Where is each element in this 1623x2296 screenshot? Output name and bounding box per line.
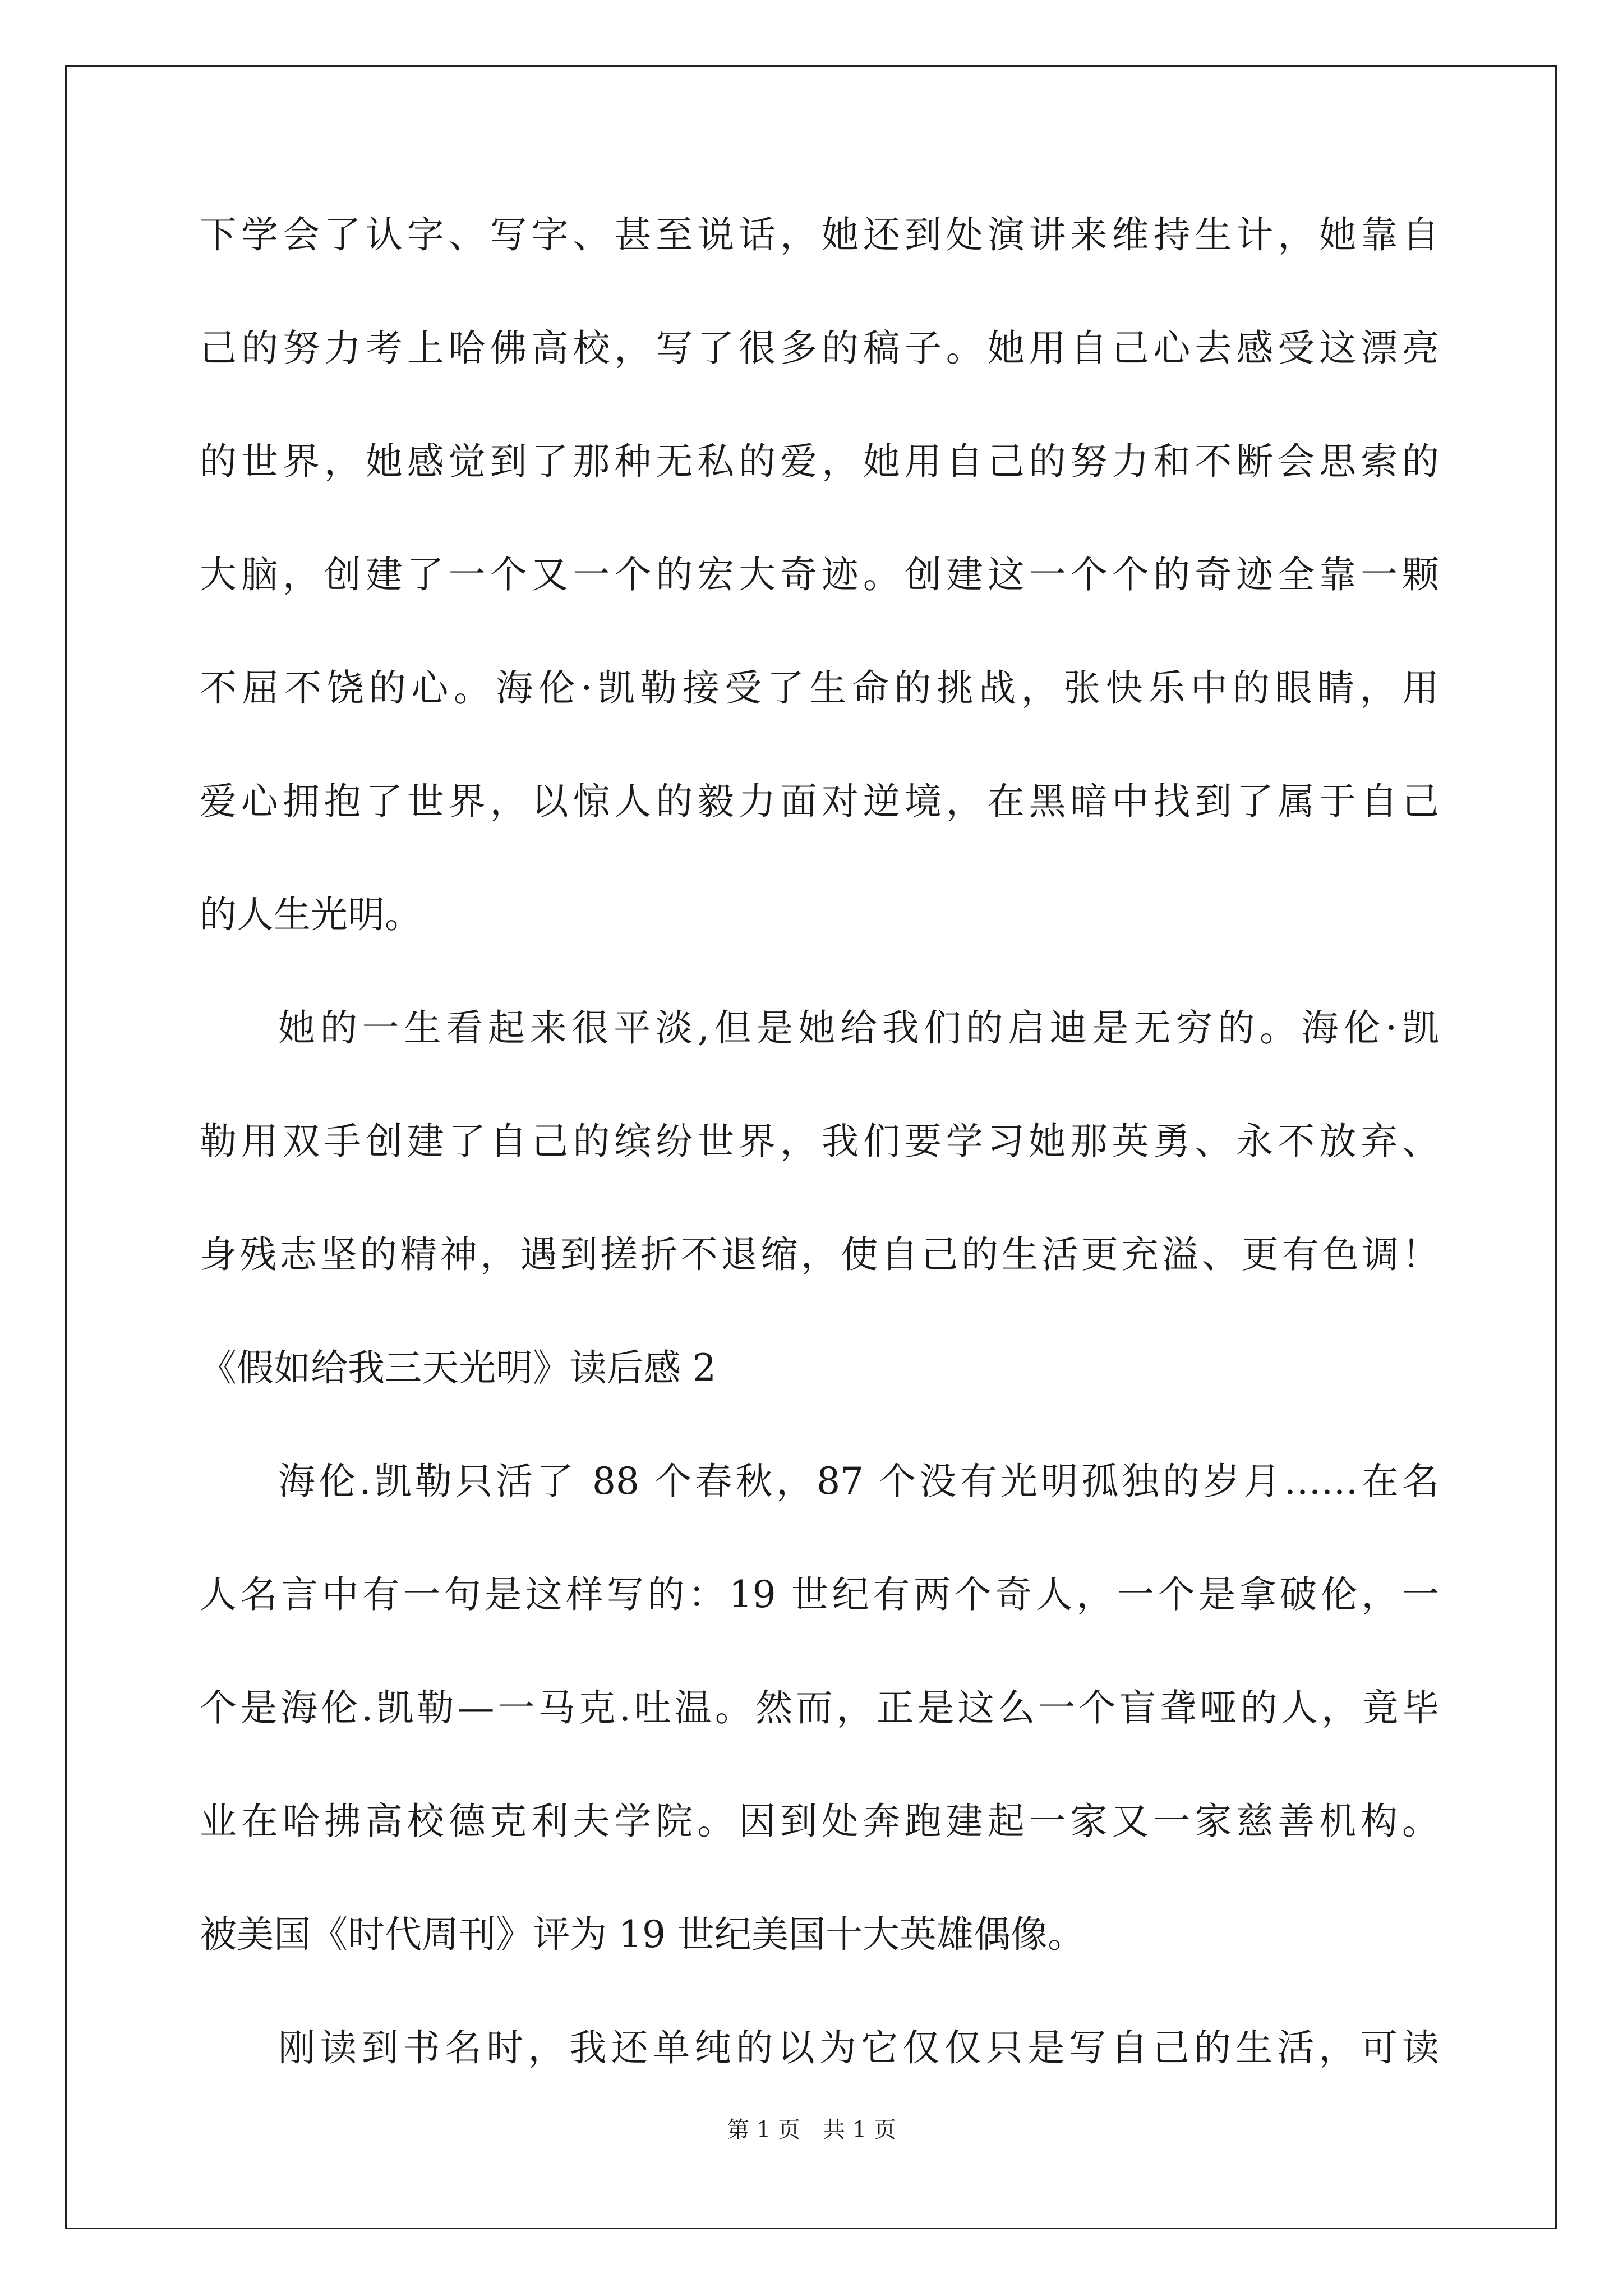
text-line: 不屈不饶的心。海伦·凯勒接受了生命的挑战，张快乐中的眼睛，用: [200, 666, 1439, 710]
text-line: 己的努力考上哈佛高校，写了很多的稿子。她用自己心去感受这漂亮: [200, 326, 1439, 370]
text-line: 爱心拥抱了世界，以惊人的毅力面对逆境，在黑暗中找到了属于自己: [200, 780, 1439, 823]
text-line: 业在哈拂高校德克利夫学院。因到处奔跑建起一家又一家慈善机构。: [200, 1800, 1439, 1843]
text-line: 刚读到书名时，我还单纯的以为它仅仅只是写自己的生活，可读: [278, 2026, 1439, 2069]
text-line: 海伦.凯勒只活了 88 个春秋，87 个没有光明孤独的岁月……在名: [278, 1460, 1439, 1503]
text-line: 她的一生看起来很平淡,但是她给我们的启迪是无穷的。海伦·凯: [278, 1006, 1439, 1050]
text-line: 被美国《时代周刊》评为 19 世纪美国十大英雄偶像。: [200, 1913, 1085, 1956]
text-line: 勒用双手创建了自己的缤纷世界，我们要学习她那英勇、永不放弃、: [200, 1120, 1439, 1163]
text-line: 人名言中有一句是这样写的：19 世纪有两个奇人，一个是拿破伦，一: [200, 1573, 1439, 1616]
text-line: 个是海伦.凯勒—一马克.吐温。然而，正是这么一个盲聋哑的人，竟毕: [200, 1686, 1439, 1729]
section-heading: 《假如给我三天光明》读后感 2: [200, 1346, 716, 1389]
text-line: 的世界，她感觉到了那种无私的爱，她用自己的努力和不断会思索的: [200, 440, 1439, 483]
text-line: 下学会了认字、写字、甚至说话，她还到处演讲来维持生计，她靠自: [200, 213, 1439, 256]
page-footer: 第 1 页 共 1 页: [727, 2117, 896, 2143]
text-line: 的人生光明。: [200, 893, 422, 936]
text-line: 身残志坚的精神，遇到搓折不退缩，使自己的生活更充溢、更有色调！: [200, 1233, 1439, 1276]
text-line: 大脑，创建了一个又一个的宏大奇迹。创建这一个个的奇迹全靠一颗: [200, 553, 1439, 596]
